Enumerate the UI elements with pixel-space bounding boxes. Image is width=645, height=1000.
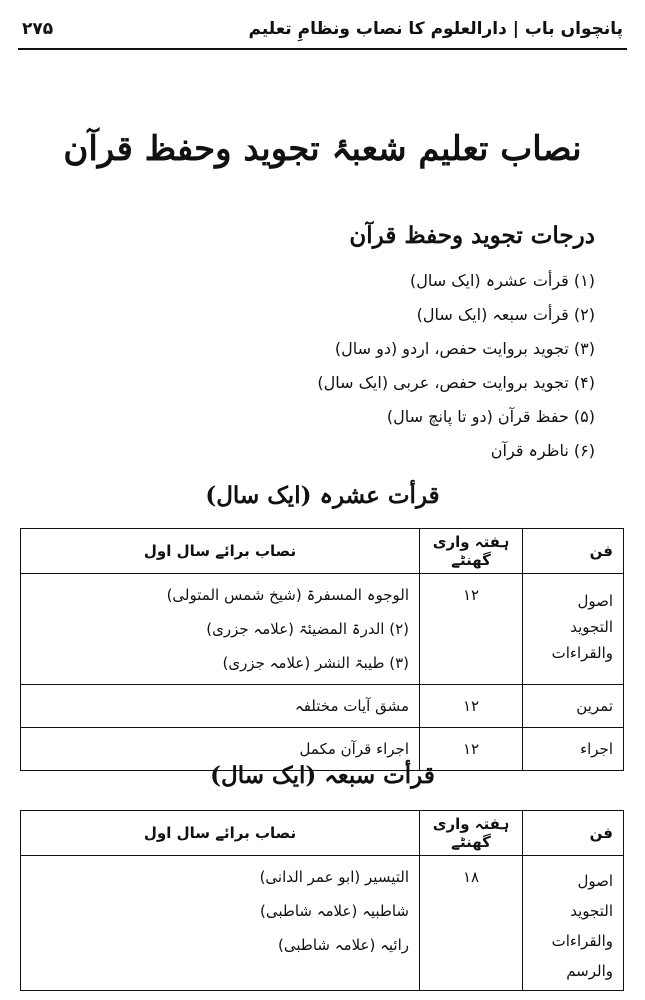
- table-row: [21, 856, 624, 991]
- syllabus-cell: [21, 856, 420, 991]
- syllabus-cell: [21, 574, 420, 685]
- level-item: (۱) قرأت عشرہ (ایک سال): [409, 271, 595, 290]
- syllabus-table-qiraat-ashara: [20, 528, 624, 771]
- table-row: [21, 574, 624, 685]
- table-header-row: [21, 529, 624, 574]
- level-item: (۴) تجوید بروایت حفص، عربی (ایک سال): [317, 373, 595, 392]
- subject-text: اصول التجوید والقراءات: [551, 592, 613, 662]
- header-rule: [18, 48, 627, 50]
- subject-cell: [523, 685, 624, 728]
- hours-value: ۱۲: [462, 740, 480, 758]
- levels-heading: درجات تجوید وحفظ قرآن: [349, 222, 595, 249]
- syllabus-book: اجراء قرآن مکمل: [299, 740, 409, 758]
- column-header-syllabus: نصاب برائے سال اول: [21, 529, 420, 574]
- hours-cell: [420, 574, 523, 685]
- page-number: ۲۷۵: [22, 19, 54, 39]
- syllabus-book: (۲) الدرۃ المضیئۃ (علامہ جزری): [206, 620, 409, 638]
- level-item: (۶) ناظرہ قرآن: [490, 441, 595, 460]
- syllabus-cell: [21, 685, 420, 728]
- syllabus-book: التیسیر (ابو عمر الدانی): [259, 868, 409, 886]
- subject-cell: [523, 574, 624, 685]
- level-item: (۲) قرأت سبعہ (ایک سال): [416, 305, 595, 324]
- column-header-subject: فن: [523, 529, 624, 574]
- column-header-subject: فن: [523, 811, 624, 856]
- level-item: (۳) تجوید بروایت حفص، اردو (دو سال): [334, 339, 595, 358]
- hours-value: ۱۲: [462, 586, 480, 604]
- hours-value: ۱۲: [462, 697, 480, 715]
- column-header-hours: ہفتہ واری گھنٹے: [420, 529, 523, 574]
- running-title: پانچواں باب | دارالعلوم کا نصاب ونظامِ تعلیم: [248, 19, 623, 39]
- subject-text: اجراء: [580, 740, 613, 758]
- page-title: نصاب تعلیم شعبۂ تجوید وحفظ قرآن: [63, 129, 582, 169]
- syllabus-table-qiraat-sabaa: [20, 810, 624, 991]
- hours-value: ۱۸: [462, 868, 480, 886]
- running-header: [22, 14, 623, 44]
- section-heading-qiraat-sabaa: قرأت سبعہ (ایک سال): [210, 762, 435, 789]
- table-header-row: [21, 811, 624, 856]
- column-header-hours: ہفتہ واری گھنٹے: [420, 811, 523, 856]
- hours-cell: [420, 685, 523, 728]
- column-header-syllabus: نصاب برائے سال اول: [21, 811, 420, 856]
- section-heading-qiraat-ashara: قرأت عشرہ (ایک سال): [205, 482, 440, 509]
- syllabus-book: الوجوہ المسفرۃ (شیخ شمس المتولی): [166, 586, 409, 604]
- levels-list: [317, 264, 595, 468]
- syllabus-book: رائیہ (علامہ شاطبی): [278, 936, 409, 954]
- syllabus-book: مشق آیات مختلفہ: [294, 697, 409, 715]
- subject-cell: [523, 856, 624, 991]
- syllabus-book: شاطبیہ (علامہ شاطبی): [260, 902, 409, 920]
- table-row: [21, 685, 624, 728]
- level-item: (۵) حفظ قرآن (دو تا پانچ سال): [386, 407, 595, 426]
- subject-text: اصول التجوید والقراءات والرسم: [551, 872, 613, 980]
- hours-cell: [420, 856, 523, 991]
- subject-text: تمرین: [576, 697, 613, 715]
- syllabus-book: (۳) طیبۃ النشر (علامہ جزری): [222, 654, 409, 672]
